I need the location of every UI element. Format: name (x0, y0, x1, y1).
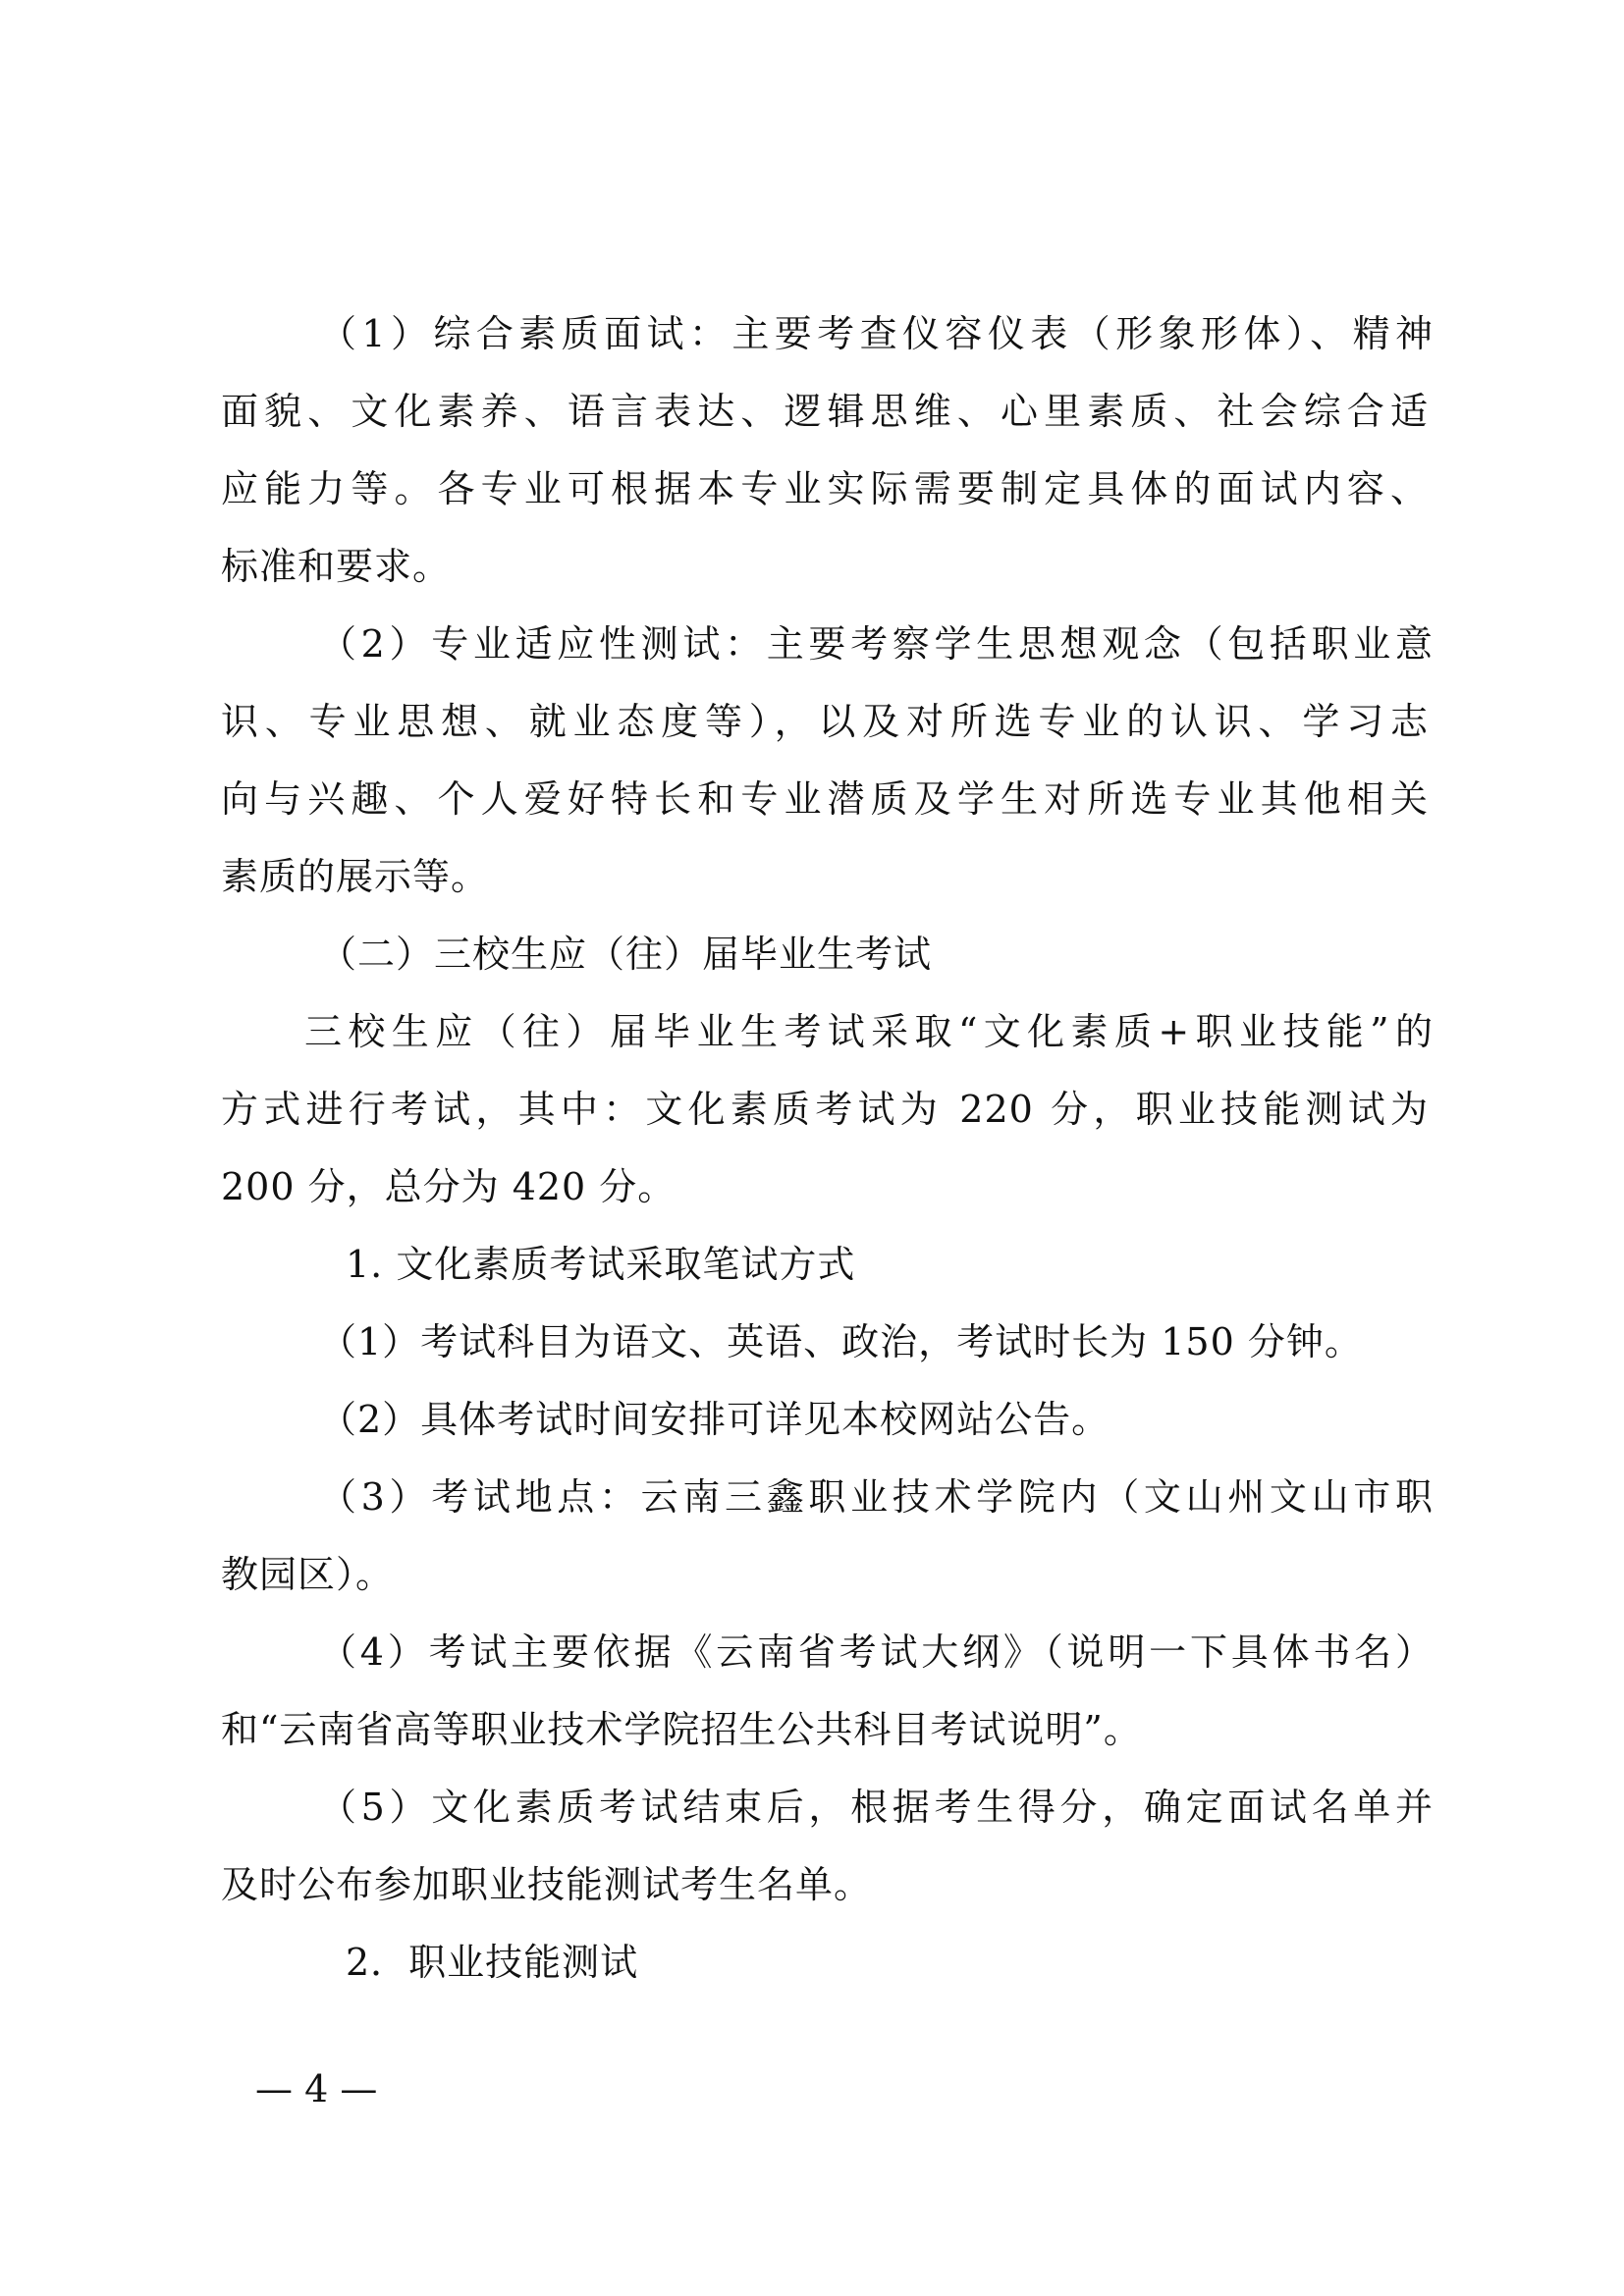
paragraph-3-line-1: 三校生应（往）届毕业生考试采取“文化素质+职业技能”的 (304, 1010, 1434, 1053)
section-heading-2: （二）三校生应（往）届毕业生考试 (319, 933, 933, 976)
paragraph-3-line-2: 方式进行考试，其中：文化素质考试为 220 分，职业技能测试为 (221, 1088, 1429, 1131)
item-3-line-2: 教园区）。 (221, 1553, 395, 1596)
item-1-line-1: （1）考试科目为语文、英语、政治，考试时长为 150 分钟。 (319, 1320, 1363, 1363)
paragraph-1-line-4: 标准和要求。 (221, 545, 452, 588)
item-2-line-1: （2）具体考试时间安排可详见本校网站公告。 (319, 1398, 1110, 1441)
item-5-line-1: （5）文化素质考试结束后，根据考生得分，确定面试名单并 (319, 1786, 1434, 1829)
paragraph-2-line-3: 向与兴趣、个人爱好特长和专业潜质及学生对所选专业其他相关 (221, 777, 1429, 821)
paragraph-2-line-1: （2）专业适应性测试：主要考察学生思想观念（包括职业意 (319, 622, 1434, 666)
paragraph-2-line-4: 素质的展示等。 (221, 855, 490, 898)
paragraph-1-line-3: 应能力等。各专业可根据本专业实际需要制定具体的面试内容、 (221, 467, 1429, 510)
paragraph-2-line-2: 识、专业思想、就业态度等），以及对所选专业的认识、学习志 (221, 700, 1429, 743)
item-4-line-2: 和“云南省高等职业技术学院招生公共科目考试说明”。 (221, 1708, 1142, 1751)
page-number: — 4 — (255, 2067, 378, 2110)
paragraph-3-line-3: 200 分，总分为 420 分。 (221, 1165, 677, 1208)
item-3-line-1: （3）考试地点：云南三鑫职业技术学院内（文山州文山市职 (319, 1475, 1434, 1519)
item-4-line-1: （4）考试主要依据《云南省考试大纲》（说明一下具体书名） (319, 1630, 1434, 1674)
item-5-line-2: 及时公布参加职业技能测试考生名单。 (221, 1863, 873, 1906)
subheading-2: 2．职业技能测试 (346, 1941, 639, 1984)
subheading-1: 1. 文化素质考试采取笔试方式 (346, 1243, 856, 1286)
paragraph-1-line-2: 面貌、文化素养、语言表达、逻辑思维、心里素质、社会综合适 (221, 390, 1429, 433)
paragraph-1-line-1: （1）综合素质面试：主要考查仪容仪表（形象形体）、精神 (319, 312, 1434, 355)
